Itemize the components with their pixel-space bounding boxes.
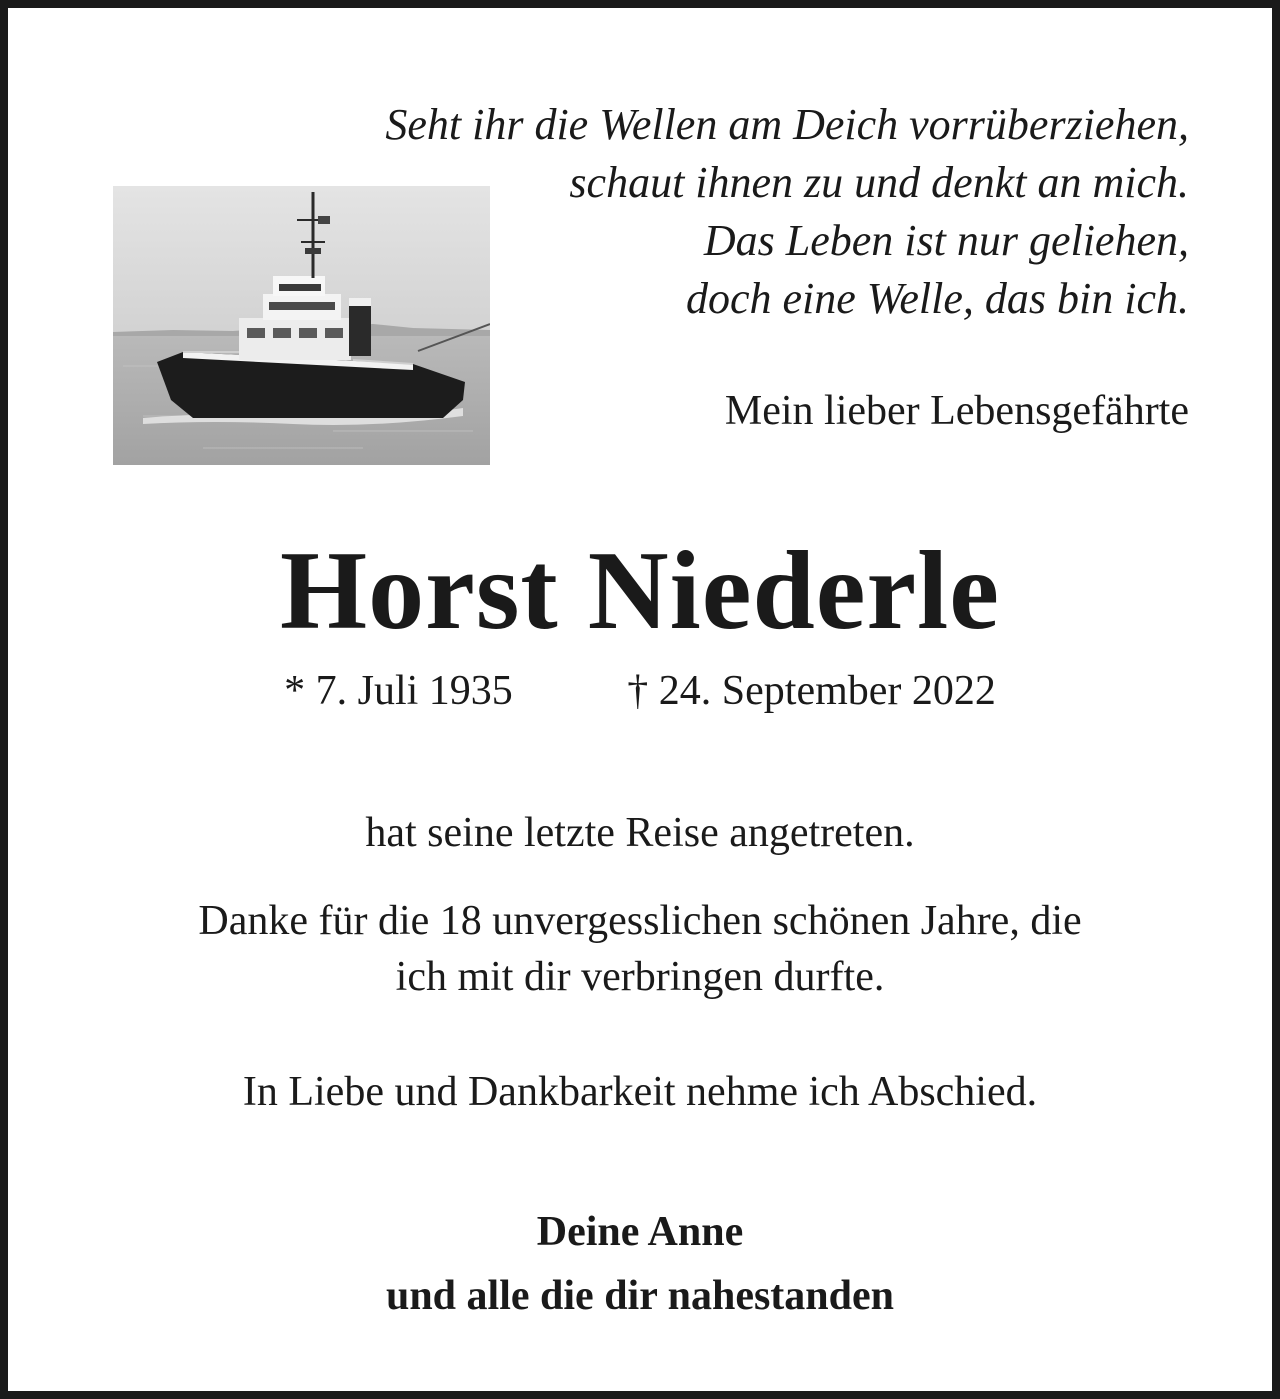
- death-date: † 24. September 2022: [627, 668, 996, 714]
- deceased-name: Horst Niederle: [280, 529, 1000, 653]
- poem-line: Seht ihr die Wellen am Deich vorrüberziehen,: [385, 100, 1189, 149]
- poem-line: schaut ihnen zu und denkt an mich.: [569, 158, 1189, 207]
- life-dates: [8, 663, 1272, 719]
- signature: [8, 1200, 1272, 1328]
- poem-line: Das Leben ist nur geliehen,: [703, 216, 1189, 265]
- journey-text: hat seine letzte Reise angetreten.: [365, 810, 915, 856]
- birth-date: * 7. Juli 1935: [284, 668, 513, 714]
- poem: [189, 96, 1189, 328]
- farewell-text: In Liebe und Dankbarkeit nehme ich Abschied.: [242, 1069, 1038, 1115]
- thanks-line: Danke für die 18 unvergesslichen schönen Jahre, die: [198, 898, 1082, 944]
- signature-line: Deine Anne: [536, 1209, 744, 1255]
- thanks-text: [8, 893, 1272, 1005]
- poem-line: doch eine Welle, das bin ich.: [685, 274, 1189, 323]
- signature-line: und alle die dir nahestanden: [385, 1273, 895, 1319]
- thanks-line: ich mit dir verbringen durfte.: [395, 954, 885, 1000]
- intro-text: Mein lieber Lebensgefährte: [724, 388, 1189, 434]
